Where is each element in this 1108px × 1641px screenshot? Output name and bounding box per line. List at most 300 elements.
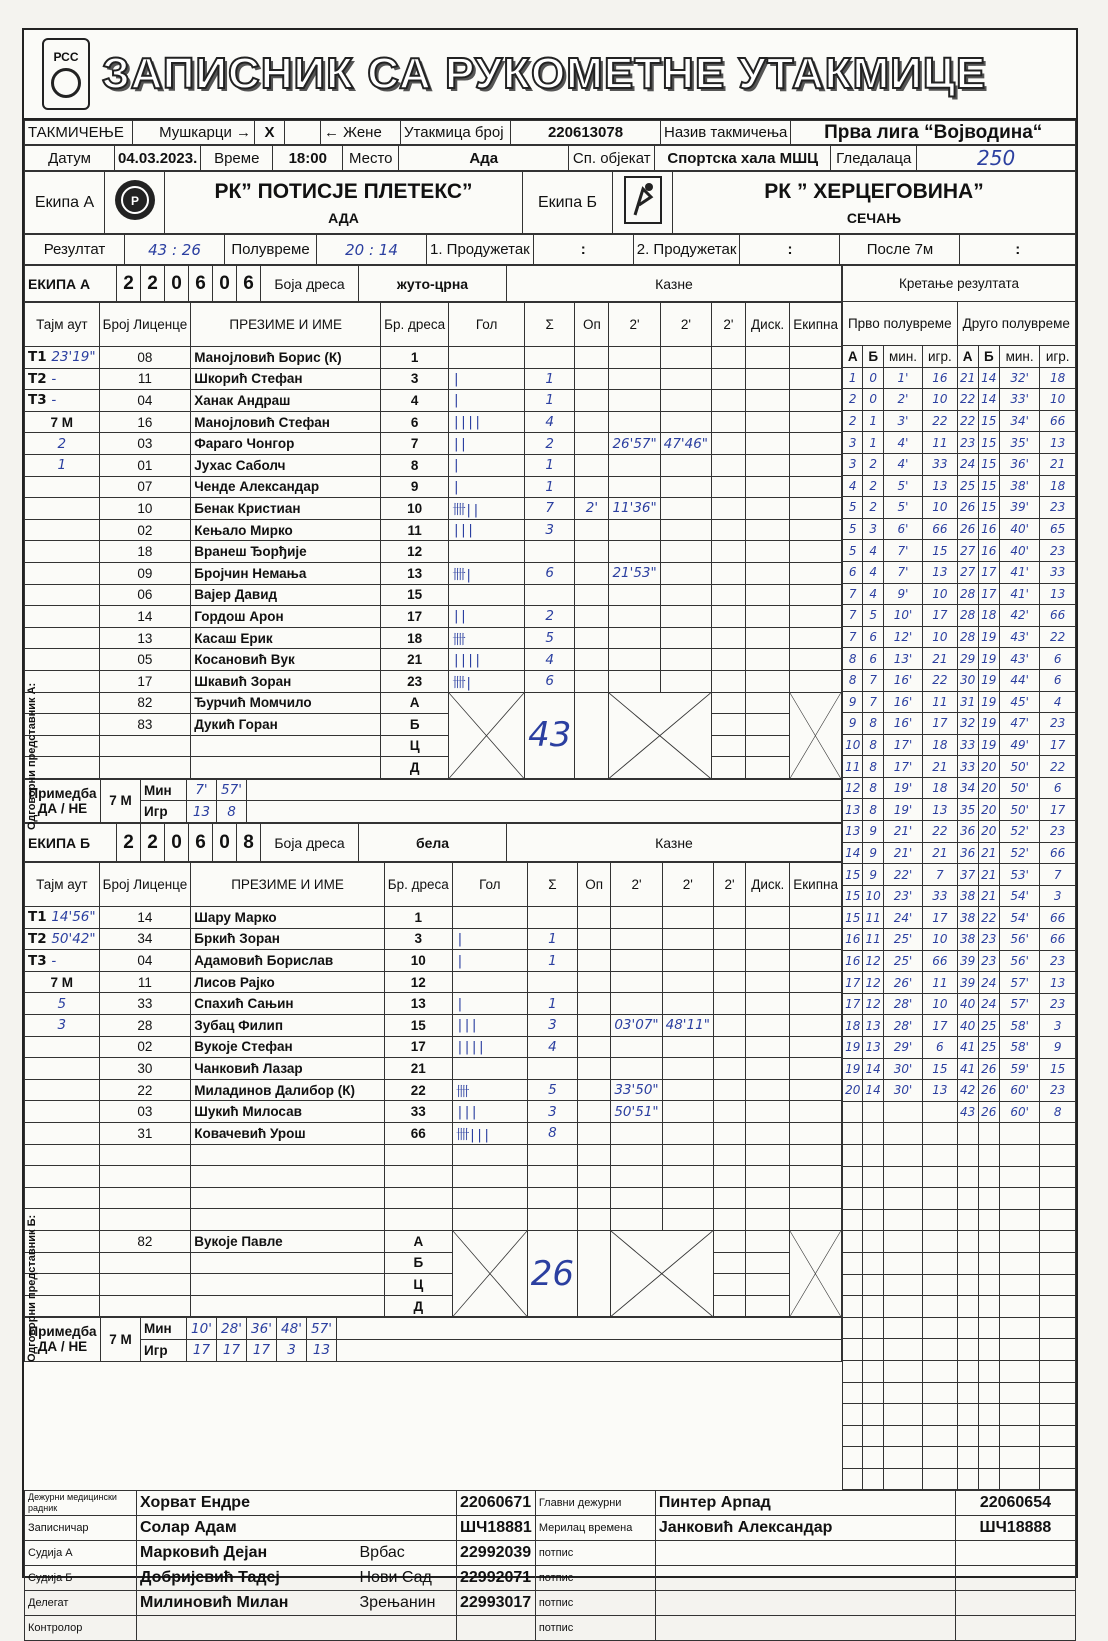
official-right-name[interactable]: Пинтер Арпад — [655, 1491, 955, 1516]
progress-empty-cell[interactable] — [999, 1404, 1040, 1426]
suspension-1[interactable] — [609, 606, 660, 628]
disqualification-cell[interactable] — [745, 670, 789, 692]
suspension-2[interactable] — [660, 368, 711, 390]
half2-b[interactable]: 23 — [978, 929, 999, 951]
disqualification-cell[interactable] — [745, 347, 789, 369]
suspension-2[interactable] — [660, 562, 711, 584]
half2-min[interactable]: 36' — [999, 453, 1040, 475]
suspension-3[interactable] — [712, 347, 746, 369]
half1-player[interactable]: 33 — [923, 453, 957, 475]
sevenm-igr[interactable]: 13 — [307, 1339, 337, 1361]
suspension-1[interactable] — [611, 1187, 662, 1209]
jersey-no[interactable]: 12 — [381, 541, 449, 563]
progress-empty-cell[interactable] — [883, 1468, 922, 1490]
team-penalty-cell[interactable] — [790, 627, 842, 649]
progress-empty-cell[interactable] — [957, 1252, 978, 1274]
half2-a[interactable]: 32 — [957, 713, 978, 735]
jersey-no[interactable]: 1 — [381, 347, 449, 369]
venue-value[interactable]: Спортска хала МШЦ — [655, 146, 831, 171]
half1-b[interactable]: 4 — [863, 540, 883, 562]
half1-min[interactable]: 28' — [883, 1015, 922, 1037]
progress-empty-cell[interactable] — [1040, 1188, 1076, 1210]
progress-empty-cell[interactable] — [1040, 1317, 1076, 1339]
progress-empty-cell[interactable] — [1040, 1382, 1076, 1404]
half2-a[interactable]: 40 — [957, 1015, 978, 1037]
jersey-no[interactable]: 4 — [381, 390, 449, 412]
official-penalty[interactable] — [712, 692, 746, 714]
half2-player[interactable]: 65 — [1040, 518, 1076, 540]
official-license-no[interactable]: 22060671 — [457, 1491, 536, 1516]
half1-player[interactable]: 33 — [923, 885, 957, 907]
goal-tally[interactable]: | — [449, 454, 525, 476]
suspension-3[interactable] — [712, 498, 746, 520]
disqualification-cell[interactable] — [745, 627, 789, 649]
half2-a[interactable]: 37 — [957, 864, 978, 886]
progress-empty-cell[interactable] — [999, 1144, 1040, 1166]
half2-min[interactable]: 52' — [999, 842, 1040, 864]
suspension-3[interactable] — [712, 519, 746, 541]
team-penalty-cell[interactable] — [790, 971, 842, 993]
goal-tally[interactable]: |||| — [452, 1036, 527, 1058]
progress-empty-cell[interactable] — [978, 1209, 999, 1231]
half2-b[interactable]: 19 — [978, 648, 999, 670]
license-cell[interactable]: 01 — [99, 454, 191, 476]
half2-b[interactable]: 24 — [978, 993, 999, 1015]
progress-empty-cell[interactable] — [863, 1404, 883, 1426]
half1-a[interactable]: 3 — [843, 432, 863, 454]
suspension-1[interactable] — [611, 928, 662, 950]
goal-sum[interactable]: 4 — [527, 1036, 577, 1058]
half2-min[interactable]: 35' — [999, 432, 1040, 454]
jersey-no[interactable]: 21 — [384, 1058, 452, 1080]
team-total-goals[interactable]: 43 — [525, 692, 575, 778]
jersey-no[interactable] — [384, 1166, 452, 1188]
progress-empty-cell[interactable] — [883, 1339, 922, 1361]
goal-tally[interactable]: 卌| — [449, 562, 525, 584]
official-penalty[interactable] — [713, 1252, 745, 1274]
disqualification-cell[interactable] — [746, 993, 790, 1015]
half1-b[interactable]: 9 — [863, 864, 883, 886]
half1-player[interactable]: 10 — [923, 389, 957, 411]
suspension-3[interactable] — [713, 1123, 745, 1145]
progress-empty-cell[interactable] — [978, 1274, 999, 1296]
half1-a[interactable]: 2 — [843, 410, 863, 432]
half1-player[interactable]: 11 — [923, 972, 957, 994]
team-penalty-cell[interactable] — [790, 347, 842, 369]
progress-empty-cell[interactable] — [883, 1425, 922, 1447]
sevenm-igr[interactable]: 17 — [247, 1339, 277, 1361]
half1-min[interactable]: 4' — [883, 453, 922, 475]
half2-b[interactable]: 20 — [978, 756, 999, 778]
progress-empty-cell[interactable] — [843, 1231, 863, 1253]
player-name[interactable]: Ковачевић Урош — [191, 1123, 385, 1145]
half2-b[interactable]: 24 — [978, 972, 999, 994]
half2-b[interactable]: 15 — [978, 410, 999, 432]
half2-player[interactable]: 23 — [1040, 950, 1076, 972]
half1-b[interactable]: 2 — [863, 497, 883, 519]
goal-tally[interactable]: | — [452, 993, 527, 1015]
half1-player[interactable]: 13 — [923, 799, 957, 821]
license-cell[interactable] — [99, 1144, 191, 1166]
half2-a[interactable]: 26 — [957, 497, 978, 519]
half2-b[interactable]: 22 — [978, 907, 999, 929]
warning-cell[interactable] — [578, 1187, 611, 1209]
half1-min[interactable]: 6' — [883, 518, 922, 540]
after7m-value[interactable]: : — [960, 235, 1076, 265]
progress-empty-cell[interactable] — [883, 1188, 922, 1210]
half2-a[interactable]: 28 — [957, 605, 978, 627]
half1-b[interactable]: 13 — [863, 1015, 883, 1037]
warning-cell[interactable] — [578, 950, 611, 972]
sevenm-count[interactable]: 1 — [25, 454, 100, 476]
official-name[interactable]: Ђурчић Момчило — [191, 692, 381, 714]
goal-sum[interactable] — [527, 1187, 577, 1209]
suspension-3[interactable] — [713, 971, 745, 993]
half2-b[interactable]: 15 — [978, 453, 999, 475]
goal-tally[interactable] — [452, 1144, 527, 1166]
half2-min[interactable]: 57' — [999, 972, 1040, 994]
suspension-3[interactable] — [713, 928, 745, 950]
suspension-3[interactable] — [713, 1079, 745, 1101]
half2-min[interactable]: 58' — [999, 1015, 1040, 1037]
team-penalty-cell[interactable] — [790, 1166, 842, 1188]
half2-a[interactable]: 29 — [957, 648, 978, 670]
half1-b[interactable]: 8 — [863, 799, 883, 821]
team-penalty-cell[interactable] — [790, 1209, 842, 1231]
half1-player[interactable]: 17 — [923, 605, 957, 627]
official-right-license[interactable] — [955, 1591, 1075, 1616]
official-disq[interactable] — [745, 757, 789, 779]
goal-sum[interactable] — [527, 1058, 577, 1080]
warning-cell[interactable] — [578, 1079, 611, 1101]
player-name[interactable]: Адамовић Борислав — [191, 950, 385, 972]
half1-a[interactable]: 7 — [843, 626, 863, 648]
suspension-3[interactable] — [712, 433, 746, 455]
disqualification-cell[interactable] — [746, 1209, 790, 1231]
half-value[interactable]: 20 : 14 — [317, 235, 427, 265]
half1-player[interactable]: 21 — [923, 756, 957, 778]
half2-player[interactable]: 6 — [1040, 777, 1076, 799]
progress-empty-cell[interactable] — [923, 1166, 957, 1188]
license-cell[interactable]: 02 — [99, 519, 191, 541]
half1-min[interactable]: 16' — [883, 691, 922, 713]
half2-player[interactable]: 22 — [1040, 756, 1076, 778]
suspension-3[interactable] — [713, 1209, 745, 1231]
suspension-2[interactable] — [662, 1058, 713, 1080]
progress-empty-cell[interactable] — [843, 1188, 863, 1210]
suspension-3[interactable] — [713, 907, 745, 929]
disqualification-cell[interactable] — [745, 649, 789, 671]
half1-b[interactable]: 11 — [863, 907, 883, 929]
half1-min[interactable]: 13' — [883, 648, 922, 670]
license-cell[interactable]: 02 — [99, 1036, 191, 1058]
license-cell[interactable]: 17 — [99, 670, 191, 692]
half1-min[interactable]: 23' — [883, 885, 922, 907]
official-right-license[interactable] — [955, 1566, 1075, 1591]
goal-sum[interactable]: 2 — [525, 433, 575, 455]
progress-empty-cell[interactable] — [957, 1188, 978, 1210]
half1-a[interactable]: 11 — [843, 756, 863, 778]
player-name[interactable]: Јухас Саболч — [191, 454, 381, 476]
warning-cell[interactable] — [578, 1058, 611, 1080]
goal-tally[interactable]: 卌||| — [452, 1123, 527, 1145]
suspension-1[interactable] — [609, 584, 660, 606]
half2-player[interactable]: 66 — [1040, 842, 1076, 864]
license-cell[interactable]: 04 — [99, 390, 191, 412]
warning-cell[interactable] — [578, 907, 611, 929]
progress-empty-cell[interactable] — [1040, 1144, 1076, 1166]
half2-b[interactable]: 26 — [978, 1058, 999, 1080]
goal-sum[interactable] — [527, 971, 577, 993]
disqualification-cell[interactable] — [746, 1123, 790, 1145]
license-cell[interactable]: 04 — [99, 950, 191, 972]
progress-empty-cell[interactable] — [883, 1252, 922, 1274]
half1-min[interactable]: 19' — [883, 777, 922, 799]
half2-min[interactable]: 54' — [999, 885, 1040, 907]
progress-empty-cell[interactable] — [863, 1252, 883, 1274]
jersey-no[interactable] — [384, 1187, 452, 1209]
official-person-name[interactable]: Добријевић Тадеј — [137, 1566, 357, 1591]
half1-a[interactable]: 8 — [843, 669, 863, 691]
half2-b[interactable]: 19 — [978, 734, 999, 756]
license-cell[interactable] — [99, 1209, 191, 1231]
half2-min[interactable]: 56' — [999, 929, 1040, 951]
sevenm-min[interactable]: 48' — [277, 1318, 307, 1340]
official-penalty[interactable] — [713, 1274, 745, 1296]
team-penalty-cell[interactable] — [790, 1187, 842, 1209]
progress-empty-cell[interactable] — [883, 1274, 922, 1296]
half2-min[interactable]: 38' — [999, 475, 1040, 497]
half1-min[interactable]: 16' — [883, 669, 922, 691]
goal-tally[interactable]: 卌| — [449, 670, 525, 692]
warning-cell[interactable] — [578, 1209, 611, 1231]
team-penalty-cell[interactable] — [790, 1058, 842, 1080]
team-penalty-cell[interactable] — [790, 433, 842, 455]
goal-sum[interactable]: 2 — [525, 606, 575, 628]
half2-player[interactable]: 17 — [1040, 799, 1076, 821]
official-disq[interactable] — [746, 1230, 790, 1252]
license-cell[interactable]: 06 — [99, 584, 191, 606]
progress-empty-cell[interactable] — [957, 1274, 978, 1296]
progress-empty-cell[interactable] — [1040, 1296, 1076, 1318]
warning-cell[interactable] — [575, 519, 609, 541]
official-license[interactable]: 83 — [99, 714, 191, 736]
team-total-goals[interactable]: 26 — [527, 1230, 577, 1316]
progress-empty-cell[interactable] — [957, 1382, 978, 1404]
suspension-1[interactable] — [611, 1123, 662, 1145]
half1-a[interactable]: 19 — [843, 1058, 863, 1080]
license-cell[interactable] — [99, 1187, 191, 1209]
progress-empty-cell[interactable] — [978, 1339, 999, 1361]
official-disq[interactable] — [745, 692, 789, 714]
half2-a[interactable]: 26 — [957, 518, 978, 540]
half2-player[interactable]: 13 — [1040, 432, 1076, 454]
half1-min[interactable]: 16' — [883, 713, 922, 735]
half2-min[interactable]: 49' — [999, 734, 1040, 756]
half1-min[interactable]: 29' — [883, 1037, 922, 1059]
suspension-1[interactable] — [609, 541, 660, 563]
official-city[interactable]: Врбас — [357, 1541, 457, 1566]
progress-empty-cell[interactable] — [923, 1382, 957, 1404]
half1-a[interactable]: 16 — [843, 950, 863, 972]
half2-a[interactable]: 25 — [957, 475, 978, 497]
progress-empty-cell[interactable] — [883, 1317, 922, 1339]
progress-empty-cell[interactable] — [1040, 1447, 1076, 1469]
half1-a[interactable]: 7 — [843, 583, 863, 605]
suspension-3[interactable] — [713, 1187, 745, 1209]
suspension-2[interactable] — [660, 476, 711, 498]
half2-min[interactable]: 42' — [999, 605, 1040, 627]
official-license[interactable] — [99, 1295, 191, 1317]
progress-empty-cell[interactable] — [923, 1447, 957, 1469]
goal-tally[interactable]: | — [449, 368, 525, 390]
team-penalty-cell[interactable] — [790, 928, 842, 950]
half1-a[interactable]: 13 — [843, 799, 863, 821]
progress-empty-cell[interactable] — [863, 1360, 883, 1382]
warning-cell[interactable] — [578, 1015, 611, 1037]
progress-empty-cell[interactable] — [999, 1382, 1040, 1404]
half1-player[interactable]: 22 — [923, 821, 957, 843]
half2-b[interactable]: 21 — [978, 885, 999, 907]
suspension-3[interactable] — [712, 627, 746, 649]
suspension-2[interactable] — [660, 390, 711, 412]
half2-min[interactable]: 50' — [999, 756, 1040, 778]
half2-player[interactable]: 23 — [1040, 821, 1076, 843]
jersey-no[interactable]: 7 — [381, 433, 449, 455]
half1-b[interactable]: 1 — [863, 410, 883, 432]
goal-tally[interactable] — [452, 1187, 527, 1209]
player-name[interactable] — [191, 1166, 385, 1188]
team-penalty-cell[interactable] — [790, 1036, 842, 1058]
progress-empty-cell[interactable] — [843, 1252, 863, 1274]
player-name[interactable]: Ханак Андраш — [191, 390, 381, 412]
half1-min[interactable]: 26' — [883, 972, 922, 994]
goal-sum[interactable] — [527, 907, 577, 929]
progress-empty-cell[interactable] — [923, 1209, 957, 1231]
half1-min[interactable]: 17' — [883, 756, 922, 778]
progress-empty-cell[interactable] — [843, 1123, 863, 1145]
suspension-3[interactable] — [712, 368, 746, 390]
team-penalty-cell[interactable] — [790, 390, 842, 412]
half1-b[interactable]: 0 — [863, 389, 883, 411]
suspension-3[interactable] — [712, 476, 746, 498]
half2-b[interactable]: 18 — [978, 605, 999, 627]
goal-sum[interactable]: 3 — [527, 1015, 577, 1037]
official-penalty[interactable] — [712, 735, 746, 757]
player-name[interactable]: Шкорић Стефан — [191, 368, 381, 390]
license-cell[interactable]: 03 — [99, 1101, 191, 1123]
progress-empty-cell[interactable] — [1040, 1339, 1076, 1361]
half2-b[interactable]: 16 — [978, 540, 999, 562]
official-city[interactable]: Нови Сад — [357, 1566, 457, 1591]
spectators-value[interactable]: 250 — [917, 146, 1076, 171]
half1-a[interactable]: 12 — [843, 777, 863, 799]
disqualification-cell[interactable] — [746, 971, 790, 993]
warning-cell[interactable] — [578, 928, 611, 950]
goal-sum[interactable]: 8 — [527, 1123, 577, 1145]
progress-empty-cell[interactable] — [978, 1144, 999, 1166]
half1-min[interactable]: 21' — [883, 821, 922, 843]
official-name[interactable] — [191, 1295, 385, 1317]
half2-b[interactable]: 23 — [978, 950, 999, 972]
jersey-no[interactable]: 3 — [384, 928, 452, 950]
suspension-1[interactable]: 50'51" — [611, 1101, 662, 1123]
progress-empty-cell[interactable] — [843, 1339, 863, 1361]
ot1-value[interactable]: : — [533, 235, 633, 265]
suspension-2[interactable] — [662, 928, 713, 950]
suspension-2[interactable] — [662, 907, 713, 929]
progress-empty-cell[interactable] — [957, 1425, 978, 1447]
half1-a[interactable]: 5 — [843, 497, 863, 519]
disqualification-cell[interactable] — [746, 1058, 790, 1080]
player-name[interactable]: Манојловић Борис (К) — [191, 347, 381, 369]
player-name[interactable]: Касаш Ерик — [191, 627, 381, 649]
half2-a[interactable]: 39 — [957, 950, 978, 972]
half2-a[interactable]: 27 — [957, 561, 978, 583]
half1-player[interactable]: 21 — [923, 648, 957, 670]
jersey-no[interactable]: 10 — [381, 498, 449, 520]
half2-min[interactable]: 43' — [999, 626, 1040, 648]
disqualification-cell[interactable] — [746, 1187, 790, 1209]
suspension-3[interactable] — [713, 1058, 745, 1080]
progress-empty-cell[interactable] — [843, 1404, 863, 1426]
disqualification-cell[interactable] — [746, 1144, 790, 1166]
half2-b[interactable]: 16 — [978, 518, 999, 540]
jersey-no[interactable]: 13 — [384, 993, 452, 1015]
timeout-value[interactable]: - — [51, 392, 57, 409]
suspension-2[interactable] — [662, 993, 713, 1015]
half1-min[interactable]: 2' — [883, 389, 922, 411]
half2-min[interactable]: 58' — [999, 1037, 1040, 1059]
official-license-no[interactable]: 22992039 — [457, 1541, 536, 1566]
timeout-cell[interactable] — [25, 368, 100, 390]
sevenm-igr[interactable]: 8 — [217, 801, 247, 823]
suspension-3[interactable] — [712, 670, 746, 692]
team-penalty-cell[interactable] — [790, 519, 842, 541]
half2-min[interactable]: 40' — [999, 540, 1040, 562]
jersey-no[interactable]: 12 — [384, 971, 452, 993]
goal-sum[interactable]: 1 — [525, 368, 575, 390]
warning-cell[interactable] — [575, 368, 609, 390]
warning-cell[interactable] — [575, 584, 609, 606]
suspension-1[interactable] — [609, 390, 660, 412]
timeout-cell[interactable] — [25, 928, 100, 950]
half1-a[interactable]: 9 — [843, 713, 863, 735]
progress-empty-cell[interactable] — [863, 1274, 883, 1296]
progress-empty-cell[interactable] — [923, 1468, 957, 1490]
suspension-1[interactable] — [611, 1058, 662, 1080]
progress-empty-cell[interactable] — [999, 1425, 1040, 1447]
disqualification-cell[interactable] — [746, 907, 790, 929]
half1-b[interactable]: 14 — [863, 1058, 883, 1080]
half1-player[interactable]: 66 — [923, 518, 957, 540]
half1-b[interactable]: 2 — [863, 453, 883, 475]
half2-min[interactable]: 60' — [999, 1101, 1040, 1123]
player-name[interactable] — [191, 1187, 385, 1209]
disqualification-cell[interactable] — [745, 606, 789, 628]
official-disq[interactable] — [745, 735, 789, 757]
half1-player[interactable]: 11 — [923, 691, 957, 713]
goal-sum[interactable] — [527, 1209, 577, 1231]
license-cell[interactable]: 30 — [99, 1058, 191, 1080]
half2-player[interactable]: 9 — [1040, 1037, 1076, 1059]
team-penalty-cell[interactable] — [790, 1079, 842, 1101]
progress-empty-cell[interactable] — [843, 1360, 863, 1382]
half1-b[interactable]: 12 — [863, 950, 883, 972]
men-mark[interactable]: X — [255, 121, 285, 145]
progress-empty-cell[interactable] — [1040, 1404, 1076, 1426]
half1-player[interactable]: 10 — [923, 993, 957, 1015]
